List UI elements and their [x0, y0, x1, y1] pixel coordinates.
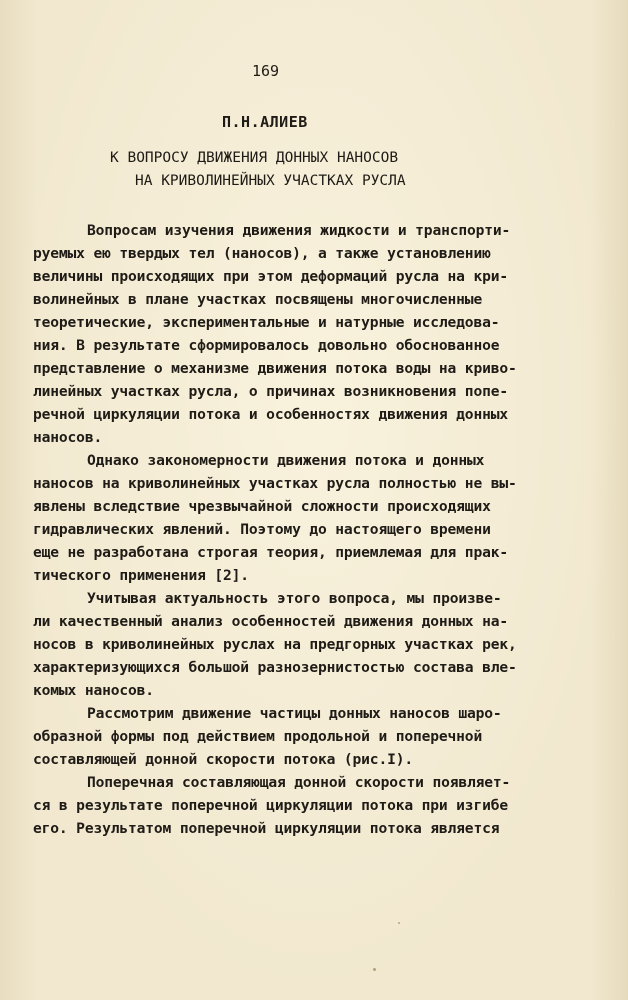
author-name: П.Н.АЛИЕВ — [222, 113, 308, 131]
body-line: наносов на криволинейных участках русла полностью не вы- — [33, 475, 517, 492]
body-line: явлены вследствие чрезвычайной сложности происходящих — [33, 498, 491, 515]
body-line: теоретические, экспериментальные и натурные исследова- — [33, 314, 500, 331]
body-line: Поперечная составляющая донной скорости появляет- — [87, 774, 511, 791]
body-line: линейных участках русла, о причинах возникновения попе- — [33, 383, 508, 400]
body-line: представление о механизме движения потока воды на криво- — [33, 360, 517, 377]
body-line: тического применения [2]. — [33, 567, 249, 584]
body-line: Рассмотрим движение частицы донных наносов шаро- — [87, 705, 502, 722]
body-line: руемых ею твердых тел (наносов), а также установлению — [33, 245, 491, 262]
body-line: ния. В результате сформировалось довольно обоснованное — [33, 337, 500, 354]
body-line: волинейных в плане участках посвящены многочисленные — [33, 291, 483, 308]
body-line: его. Результатом поперечной циркуляции потока является — [33, 820, 500, 837]
body-line: образной формы под действием продольной и поперечной — [33, 728, 483, 745]
body-line: наносов. — [33, 429, 103, 446]
body-line: гидравлических явлений. Поэтому до настоящего времени — [33, 521, 491, 538]
body-line: ся в результате поперечной циркуляции потока при изгибе — [33, 797, 508, 814]
body-line: составляющей донной скорости потока (рис.I). — [33, 751, 413, 768]
article-title-line-1: К ВОПРОСУ ДВИЖЕНИЯ ДОННЫХ НАНОСОВ — [110, 150, 399, 166]
page-number: 169 — [252, 62, 280, 80]
body-line: речной циркуляции потока и особенностях движения донных — [33, 406, 508, 423]
body-line: характеризующихся большой разнозернистостью состава вле- — [33, 659, 517, 676]
paper-speck — [398, 922, 400, 924]
article-title-line-2: НА КРИВОЛИНЕЙНЫХ УЧАСТКАХ РУСЛА — [135, 173, 406, 189]
body-line: комых наносов. — [33, 682, 154, 699]
body-line: Вопросам изучения движения жидкости и транспорти- — [87, 222, 511, 239]
paper-speck — [373, 968, 376, 971]
body-line: еще не разработана строгая теория, приемлемая для прак- — [33, 544, 508, 561]
body-line: ли качественный анализ особенностей движения донных на- — [33, 613, 508, 630]
body-line: носов в криволинейных руслах на предгорных участках рек, — [33, 636, 517, 653]
body-line: Учитывая актуальность этого вопроса, мы произве- — [87, 590, 502, 607]
body-line: величины происходящих при этом деформаций русла на кри- — [33, 268, 508, 285]
body-line: Однако закономерности движения потока и донных — [87, 452, 485, 469]
